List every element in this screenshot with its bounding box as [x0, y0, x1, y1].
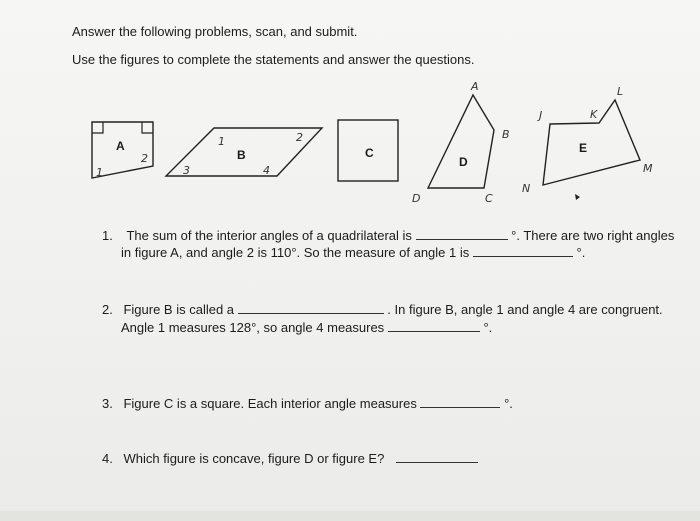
figure-a-angle-2: 2: [141, 152, 148, 165]
instruction-line-2: Use the figures to complete the statements and answer the questions.: [72, 52, 475, 67]
figure-d-shape: [428, 95, 494, 188]
figure-a-label: A: [116, 139, 125, 153]
figure-e-vertex-k: K: [590, 108, 598, 121]
figure-e-vertex-j: J: [539, 109, 543, 122]
figure-e: [522, 85, 653, 200]
question-1-cont: [121, 245, 585, 260]
instruction-line-1: Answer the following problems, scan, and submit.: [72, 24, 358, 39]
figure-e-label: E: [579, 141, 588, 155]
figure-d-vertex-b: B: [502, 128, 510, 141]
question-number: 2.: [102, 302, 113, 317]
figure-b-angle-2: 2: [296, 131, 303, 144]
question-text: Figure B is called a: [123, 302, 235, 317]
question-text: Which figure is concave, figure D or figure E?: [123, 451, 385, 466]
figure-d-label: D: [459, 155, 468, 169]
figure-b-angle-1: 1: [218, 135, 225, 148]
answer-blank-3[interactable]: [420, 397, 500, 408]
question-1: [102, 228, 674, 243]
figure-a-angle-1: 1: [96, 166, 103, 179]
question-text: °. There are two right angles: [511, 228, 675, 243]
question-text: The sum of the interior angles of a quadrilateral is: [126, 228, 412, 243]
question-2: [102, 302, 663, 317]
question-text: in figure A, and angle 2 is 110°. So the measure of angle 1 is: [121, 245, 470, 260]
figures-area: [0, 0, 700, 220]
question-number: 1.: [102, 228, 113, 243]
question-3: [102, 396, 513, 411]
figure-b-angle-4: 4: [263, 164, 270, 177]
answer-blank-1b[interactable]: [473, 246, 573, 257]
question-text: °.: [576, 245, 586, 260]
figure-b: [166, 128, 322, 177]
figure-c-label: C: [365, 146, 374, 160]
figure-e-vertex-l: L: [617, 85, 624, 98]
figure-d: [412, 80, 510, 205]
figure-b-label: B: [237, 148, 246, 162]
answer-blank-2b[interactable]: [388, 321, 480, 332]
figure-b-angle-3: 3: [183, 164, 190, 177]
bottom-edge-strip: [0, 511, 700, 521]
figure-a: [92, 122, 153, 179]
figure-d-vertex-d: D: [412, 192, 421, 205]
figure-a-right-angle-mark: [92, 122, 103, 133]
question-text: °.: [504, 396, 513, 411]
figure-d-vertex-c: C: [485, 192, 493, 205]
cursor-arrow-icon: [575, 194, 580, 200]
question-number: 4.: [102, 451, 113, 466]
question-2-cont: [121, 320, 492, 335]
figure-d-vertex-a: A: [471, 80, 479, 93]
answer-blank-1a[interactable]: [416, 229, 508, 240]
figure-a-right-angle-mark: [142, 122, 153, 133]
question-text: °.: [483, 320, 493, 335]
figure-c: [338, 120, 398, 181]
figure-e-vertex-n: N: [522, 182, 531, 195]
question-text: Figure C is a square. Each interior angle measures: [123, 396, 417, 411]
question-text: Angle 1 measures 128°, so angle 4 measures: [121, 320, 385, 335]
question-number: 3.: [102, 396, 113, 411]
answer-blank-4[interactable]: [396, 452, 478, 463]
answer-blank-2a[interactable]: [238, 303, 384, 314]
question-4: [102, 451, 478, 466]
question-text: . In figure B, angle 1 and angle 4 are congruent.: [387, 302, 663, 317]
figure-e-vertex-m: M: [643, 162, 653, 175]
